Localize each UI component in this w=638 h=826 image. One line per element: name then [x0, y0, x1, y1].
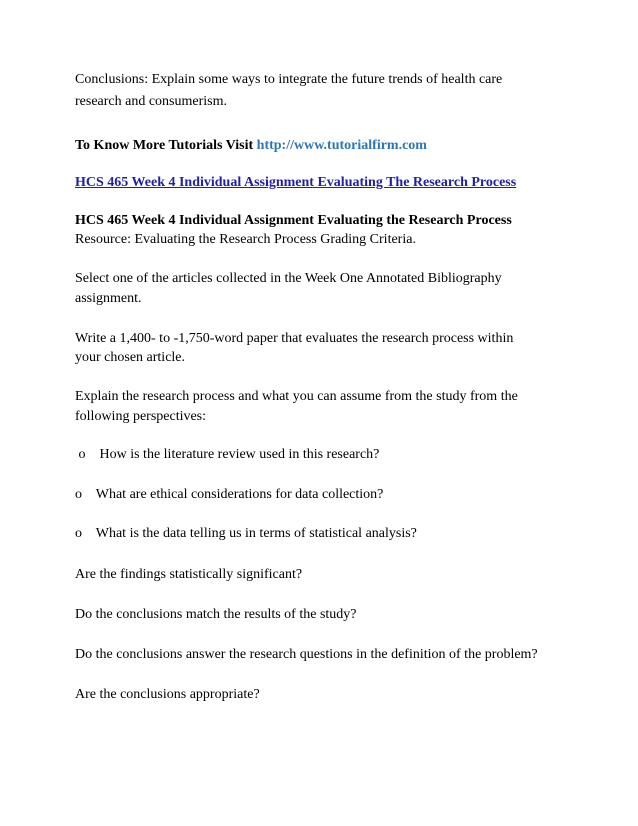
explain-process-line-2: following perspectives:	[75, 409, 207, 424]
conclusions-text-line-1: Conclusions: Explain some ways to integrate the future trends of health care	[75, 72, 503, 87]
tutorials-line	[75, 137, 427, 154]
tutorials-link[interactable]: http://www.tutorialfirm.com	[256, 138, 427, 153]
question-findings: Are the findings statistically significant?	[75, 567, 303, 582]
conclusions-text-line-2: research and consumerism.	[75, 94, 227, 109]
assignment-heading: HCS 465 Week 4 Individual Assignment Evaluating the Research Process	[75, 213, 512, 228]
question-conclusions-appropriate: Are the conclusions appropriate?	[75, 687, 260, 702]
write-paper-line-2: your chosen article.	[75, 350, 186, 365]
tutorials-label: To Know More Tutorials Visit	[75, 138, 257, 153]
bullet-ethical-considerations: o What are ethical considerations for data collection?	[75, 487, 384, 502]
explain-process-line-1: Explain the research process and what you can assume from the study from the	[75, 389, 518, 404]
question-conclusions-match: Do the conclusions match the results of the study?	[75, 607, 357, 622]
assignment-link[interactable]: HCS 465 Week 4 Individual Assignment Evaluating The Research Process	[75, 175, 517, 190]
resource-text: Resource: Evaluating the Research Process Grading Criteria.	[75, 232, 416, 247]
write-paper-line-1: Write a 1,400- to -1,750-word paper that evaluates the research process within	[75, 331, 514, 346]
select-article-line-1: Select one of the articles collected in the Week One Annotated Bibliography	[75, 271, 502, 286]
bullet-literature-review: o How is the literature review used in this research?	[75, 447, 380, 462]
question-conclusions-answer: Do the conclusions answer the research questions in the definition of the problem?	[75, 647, 538, 662]
select-article-line-2: assignment.	[75, 291, 142, 306]
bullet-statistical-analysis: o What is the data telling us in terms of statistical analysis?	[75, 526, 417, 541]
